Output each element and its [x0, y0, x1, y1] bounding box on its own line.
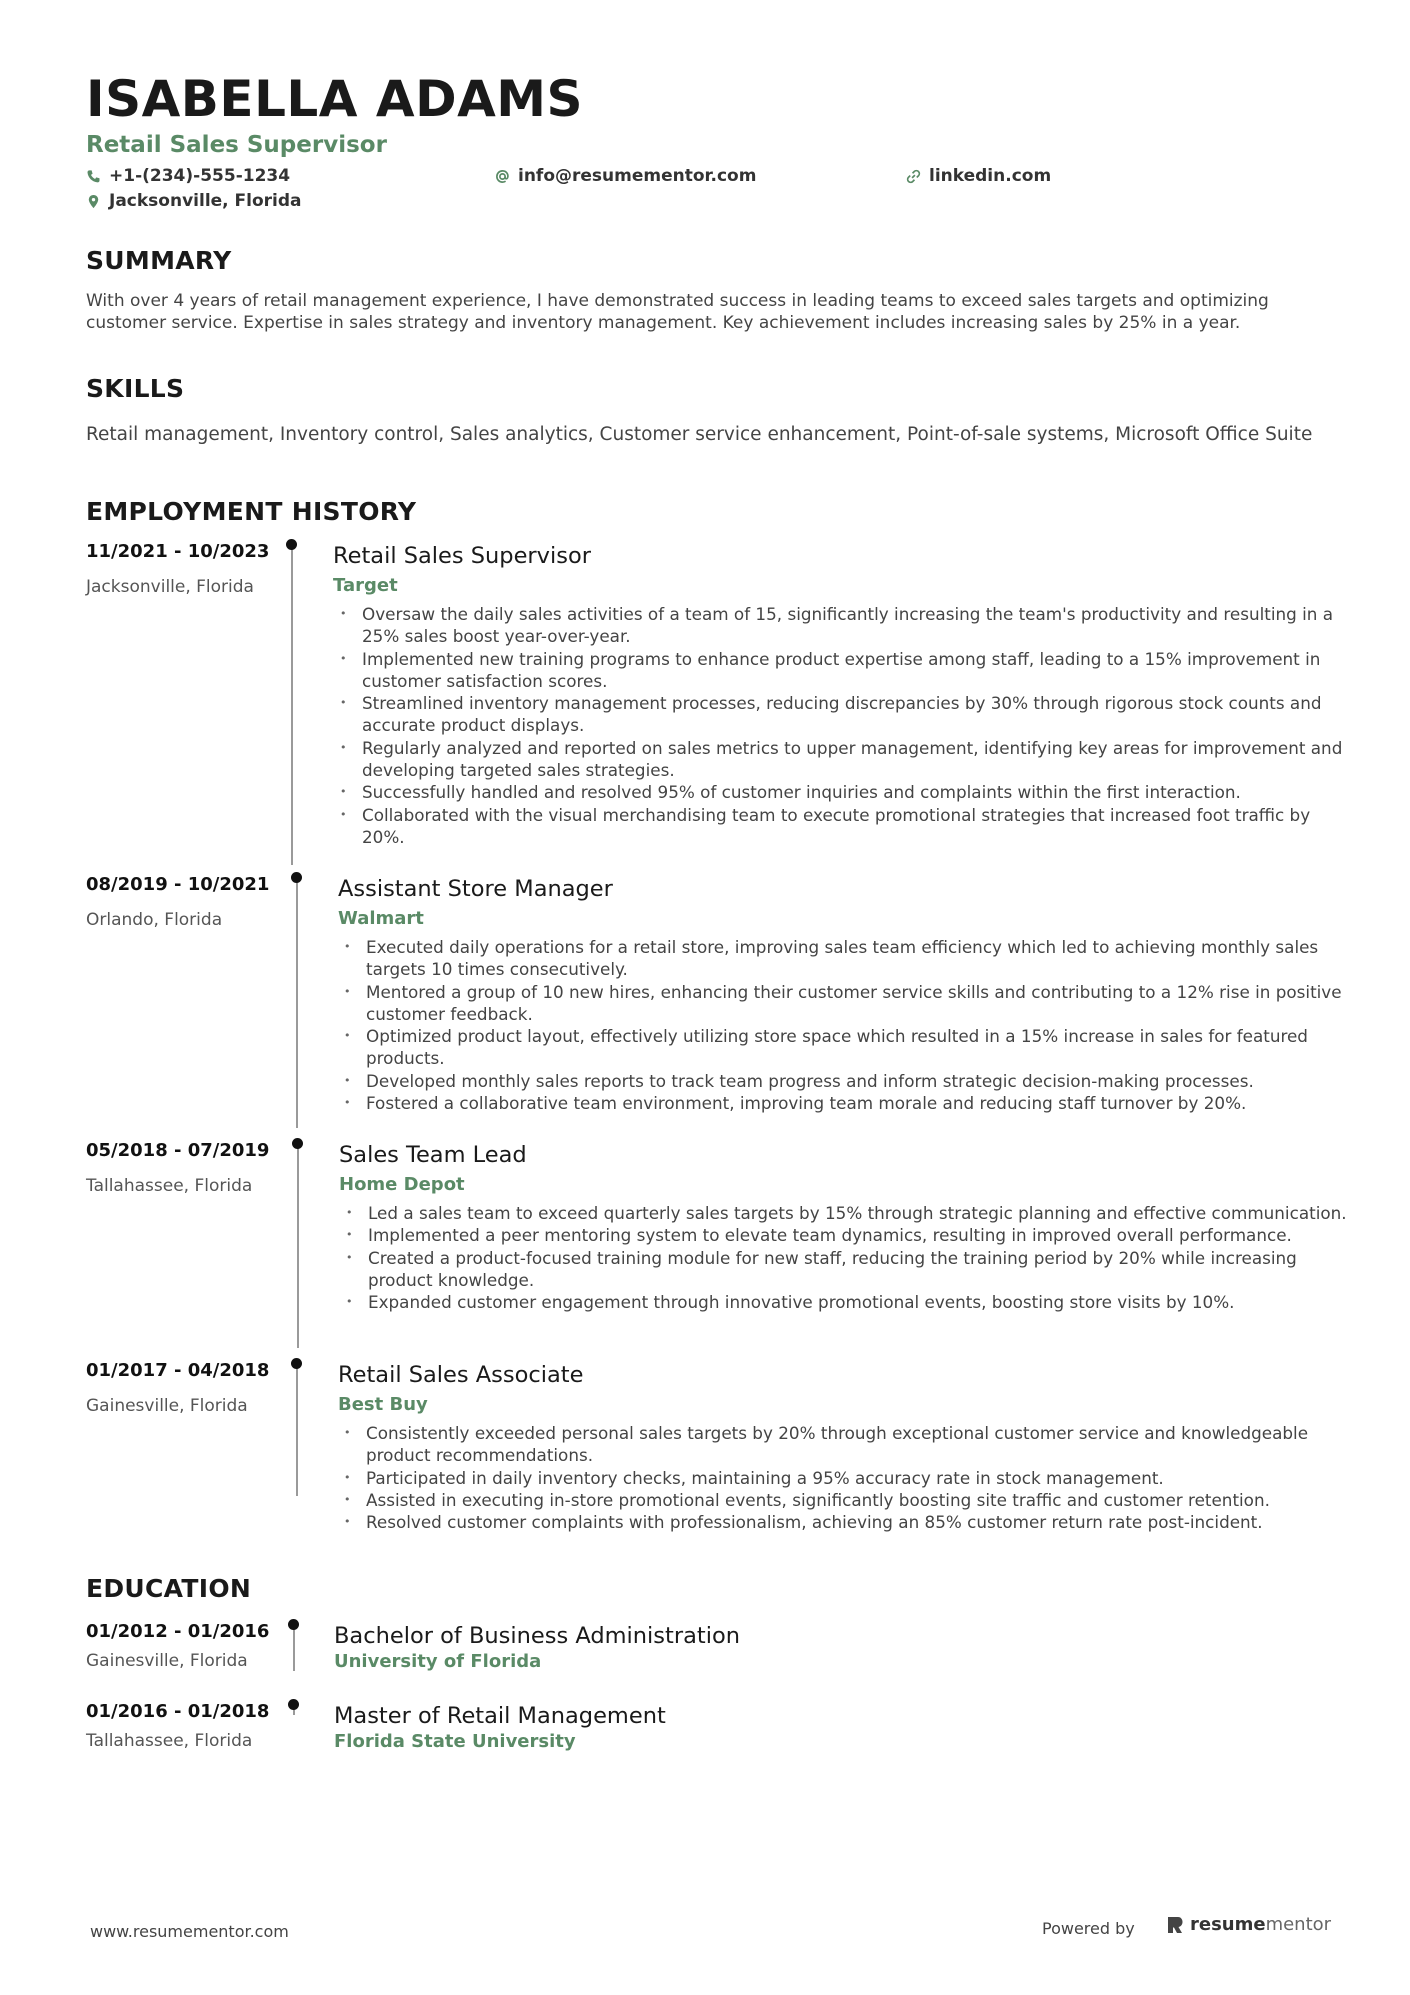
job-bullet: • Optimized product layout, effectively utilizing store space which resulted in a 15% increase in sales for featured products.: [338, 1025, 1358, 1070]
job-title: Retail Sales Associate: [338, 1362, 584, 1388]
job-bullet: • Resolved customer complaints with professionalism, achieving an 85% customer return rate post-incident.: [338, 1511, 1358, 1533]
job-date: 01/2017 - 04/2018: [86, 1360, 270, 1381]
job-title: Sales Team Lead: [339, 1142, 527, 1168]
job-bullet: • Executed daily operations for a retail store, improving sales team efficiency which led to achieving monthly sales targets 10 times consecutively.: [338, 936, 1358, 981]
location-text: Jacksonville, Florida: [109, 191, 302, 211]
job-bullet: • Expanded customer engagement through innovative promotional events, boosting store visits by 10%.: [340, 1291, 1360, 1313]
contact-phone: [86, 166, 290, 186]
job-title: Retail Sales Supervisor: [333, 543, 591, 569]
education-school: University of Florida: [334, 1651, 542, 1672]
education-degree: Bachelor of Business Administration: [334, 1623, 740, 1649]
job-bullet: • Successfully handled and resolved 95% of customer inquiries and complaints within the first interaction.: [334, 781, 1354, 803]
job-bullet: • Oversaw the daily sales activities of a team of 15, significantly increasing the team's productivity and resulting in a 25% sales boost year-over-year.: [334, 603, 1354, 648]
education-date: 01/2016 - 01/2018: [86, 1701, 270, 1722]
skills-heading: SKILLS: [86, 374, 185, 403]
contact-linkedin: [906, 166, 1051, 186]
timeline-line: [291, 545, 293, 865]
timeline-dot: [286, 539, 297, 550]
job-bullet: • Collaborated with the visual merchandising team to execute promotional strategies that increased foot traffic by 20%.: [334, 804, 1354, 849]
timeline-dot: [288, 1619, 299, 1630]
job-bullets: [338, 1422, 1358, 1533]
job-bullet: • Created a product-focused training module for new staff, reducing the training period by 20% while increasing product knowledge.: [340, 1247, 1360, 1292]
timeline-line: [297, 1144, 299, 1348]
job-bullet: • Streamlined inventory management processes, reducing discrepancies by 30% through rigorous stock counts and accurate product displays.: [334, 692, 1354, 737]
job-bullet: • Assisted in executing in-store promotional events, significantly boosting site traffic and customer retention.: [338, 1489, 1358, 1511]
education-location: Gainesville, Florida: [86, 1651, 248, 1671]
job-bullet: • Implemented new training programs to enhance product expertise among staff, leading to a 15% improvement in customer satisfaction scores.: [334, 648, 1354, 693]
linkedin-link[interactable]: linkedin.com: [929, 166, 1052, 186]
phone-text: +1-(234)-555-1234: [109, 166, 291, 186]
timeline-dot: [291, 1358, 302, 1369]
job-location: Tallahassee, Florida: [86, 1176, 253, 1196]
job-bullet: • Implemented a peer mentoring system to elevate team dynamics, resulting in improved overall performance.: [340, 1224, 1360, 1246]
employment-heading: EMPLOYMENT HISTORY: [86, 497, 417, 526]
at-icon: [495, 169, 510, 184]
job-date: 08/2019 - 10/2021: [86, 874, 270, 895]
candidate-name: ISABELLA ADAMS: [86, 70, 584, 128]
job-company: Target: [333, 575, 398, 596]
footer-powered-by: Powered by: [1042, 1919, 1135, 1938]
job-bullet: • Led a sales team to exceed quarterly sales targets by 15% through strategic planning and effective communication.: [340, 1202, 1360, 1224]
contact-email: [495, 166, 756, 186]
job-company: Walmart: [338, 908, 424, 929]
job-bullet: • Mentored a group of 10 new hires, enhancing their customer service skills and contributing to a 12% rise in positive customer feedback.: [338, 981, 1358, 1026]
education-heading: EDUCATION: [86, 1574, 252, 1603]
education-degree: Master of Retail Management: [334, 1703, 666, 1729]
brand-logo-icon: [1166, 1915, 1184, 1935]
skills-text: Retail management, Inventory control, Sales analytics, Customer service enhancement, Point-of-sale systems, Microsoft Office Suite: [86, 424, 1313, 445]
brand-name-part1: resume: [1190, 1914, 1266, 1935]
timeline-line: [296, 878, 298, 1128]
timeline-line: [296, 1364, 298, 1496]
summary-text: With over 4 years of retail management experience, I have demonstrated success in leading teams to exceed sales targets and optimizing customer service. Expertise in sales strategy and inventory management. Key achievement includes increasing sales by 25% in a year.: [86, 291, 1269, 333]
job-company: Best Buy: [338, 1394, 428, 1415]
email-link[interactable]: info@resumementor.com: [518, 166, 757, 186]
job-company: Home Depot: [339, 1174, 465, 1195]
job-date: 11/2021 - 10/2023: [86, 541, 270, 562]
job-bullet: • Participated in daily inventory checks, maintaining a 95% accuracy rate in stock management.: [338, 1467, 1358, 1489]
education-location: Tallahassee, Florida: [86, 1731, 253, 1751]
location-pin-icon: [86, 194, 101, 209]
phone-icon: [86, 169, 101, 184]
candidate-role: Retail Sales Supervisor: [86, 132, 387, 158]
summary-heading: SUMMARY: [86, 246, 232, 275]
footer-brand-logo[interactable]: [1166, 1914, 1331, 1935]
job-date: 05/2018 - 07/2019: [86, 1140, 270, 1161]
job-location: Jacksonville, Florida: [86, 577, 254, 597]
timeline-dot: [288, 1699, 299, 1710]
job-bullets: [340, 1202, 1360, 1313]
link-icon: [906, 169, 921, 184]
footer-website[interactable]: www.resumementor.com: [90, 1922, 289, 1941]
job-bullets: [334, 603, 1354, 848]
job-bullet: • Consistently exceeded personal sales targets by 20% through exceptional customer service and knowledgeable product recommendations.: [338, 1422, 1358, 1467]
job-bullets: [338, 936, 1358, 1114]
job-title: Assistant Store Manager: [338, 876, 613, 902]
job-location: Orlando, Florida: [86, 910, 223, 930]
timeline-line: [293, 1625, 295, 1671]
contact-location: [86, 191, 302, 211]
brand-name-part2: mentor: [1265, 1914, 1332, 1935]
education-date: 01/2012 - 01/2016: [86, 1621, 270, 1642]
job-bullet: • Regularly analyzed and reported on sales metrics to upper management, identifying key areas for improvement and developing targeted sales strategies.: [334, 737, 1354, 782]
job-bullet: • Developed monthly sales reports to track team progress and inform strategic decision-making processes.: [338, 1070, 1358, 1092]
job-location: Gainesville, Florida: [86, 1396, 248, 1416]
timeline-dot: [292, 1138, 303, 1149]
education-school: Florida State University: [334, 1731, 576, 1752]
job-bullet: • Fostered a collaborative team environment, improving team morale and reducing staff turnover by 20%.: [338, 1092, 1358, 1114]
timeline-dot: [291, 872, 302, 883]
